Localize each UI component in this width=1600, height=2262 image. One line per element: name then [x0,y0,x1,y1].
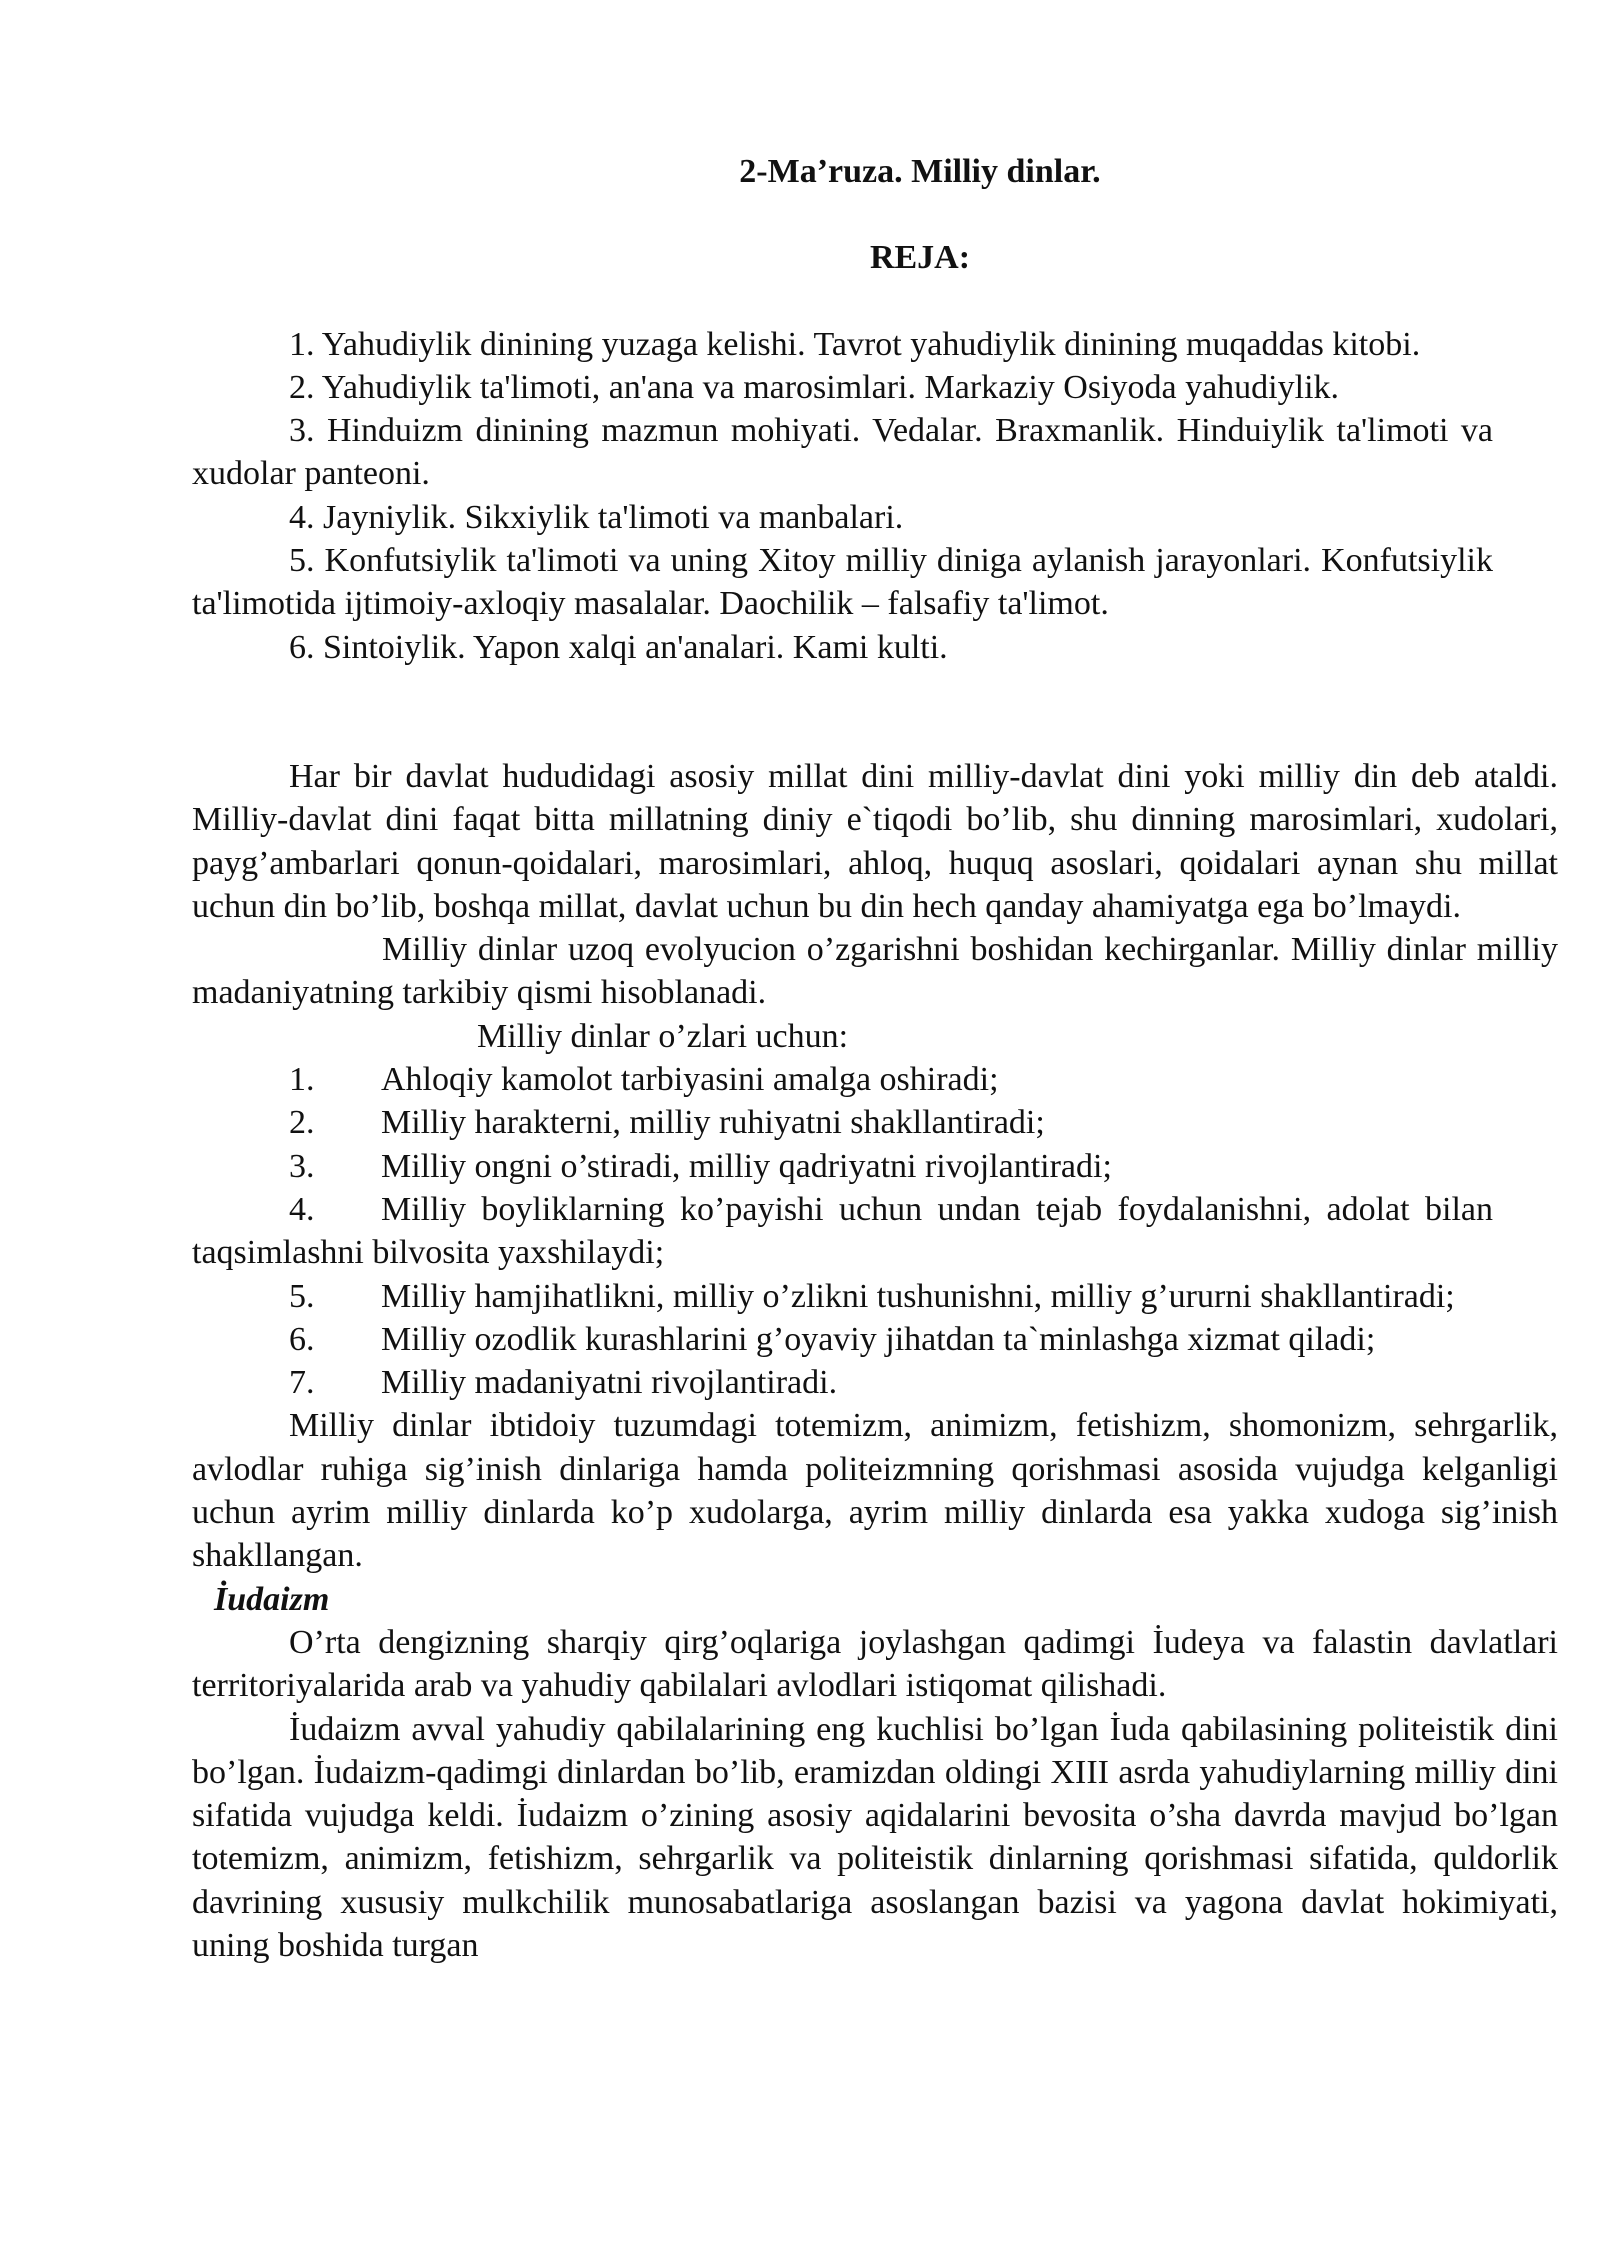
list-item-number: 4. [289,1190,315,1228]
list-item [192,1318,1493,1361]
list-item-text: Ahloqiy kamolot tarbiyasini amalga oshiradi; [381,1061,999,1099]
section-heading: İudaizm [214,1580,330,1618]
plan-item: 2. Yahudiylik ta'limoti, an'ana va marosimlari. Markaziy Osiyoda yahudiylik. [289,368,1340,406]
list-item [192,1101,1493,1144]
body-paragraph: Milliy dinlar ibtidoiy tuzumdagi totemizm, animizm, fetishizm, shomonizm, sehrgarlik, avlodlar ruhiga sig’inish dinlariga hamda politeizmning qorishmasi asosida vujudga kelganligi uchun ayrim milliy dinlarda ko’p xudolarga, ayrim milliy dinlarda esa yakka xudoga sig’inish shakllangan. [192,1407,1558,1575]
list-item-number: 5. [289,1277,315,1315]
list-item-number: 6. [289,1320,315,1358]
plan-item: 1. Yahudiylik dinining yuzaga kelishi. Tavrot yahudiylik dinining muqaddas kitobi. [289,325,1421,363]
list-item-number: 7. [289,1364,315,1402]
functions-list [192,1058,1493,1404]
list-item-text: Milliy boyliklarning ko’payishi uchun undan tejab foydalanishni, adolat bilan taqsimlashni bilvosita yaxshilaydi; [192,1190,1493,1272]
document-page [192,150,1558,1967]
list-item-text: Milliy ongni o’stiradi, milliy qadriyatni rivojlantiradi; [381,1147,1112,1185]
list-item [192,1275,1493,1318]
document-body [192,755,1558,1967]
list-item-text: Milliy madaniyatni rivojlantiradi. [381,1364,838,1402]
plan-item: 3. Hinduizm dinining mazmun mohiyati. Vedalar. Braxmanlik. Hinduiylik ta'limoti va xudolar panteoni. [192,412,1493,493]
list-item [192,1361,1493,1404]
plan-item: 4. Jayniylik. Sikxiylik ta'limoti va manbalari. [289,498,904,536]
list-item-text: Milliy ozodlik kurashlarini g’oyaviy jihatdan ta`minlashga xizmat qiladi; [381,1320,1376,1358]
list-item [192,1058,1493,1101]
lecture-title: 2-Ma’ruza. Milliy dinlar. [739,153,1101,190]
plan-list [192,323,1493,669]
list-item-text: Milliy hamjihatlikni, milliy o’zlikni tushunishni, milliy g’ururni shakllantiradi; [381,1277,1455,1315]
body-paragraph: O’rta dengizning sharqiy qirg’oqlariga joylashgan qadimgi İudeya va falastin davlatlari territoriyalarida arab va yahudiy qabilalari avlodlari istiqomat qilishadi. [192,1623,1558,1705]
functions-intro: Milliy dinlar o’zlari uchun: [477,1017,849,1055]
body-paragraph: İudaizm avval yahudiy qabilalarining eng kuchlisi bo’lgan İuda qabilasining politeistik dini bo’lgan. İudaizm-qadimgi dinlardan bo’lib, eramizdan oldingi XIII asrda yahudiylarning milliy dini sifatida vujudga keldi. İudaizm o’zining asosiy aqidalarini bevosita o’sha davrda mavjud bo’lgan totemizm, animizm, fetishizm, sehrgarlik va politeistik dinlarning qorishmasi sifatida, quldorlik davrining xususiy mulkchilik munosabatlariga asoslangan bazisi va yagona davlat hokimiyati, uning boshida turgan [192,1710,1558,1964]
body-paragraph: Har bir davlat hududidagi asosiy millat dini milliy-davlat dini yoki milliy din deb ataldi. Milliy-davlat dini faqat bitta millatning diniy e`tiqodi bo’lib, shu dinning marosimlari, xudolari, payg’ambarlari qonun-qoidalari, marosimlari, ahloq, huquq asoslari, qoidalari aynan shu millat uchun din bo’lib, boshqa millat, davlat uchun bu din hech qanday ahamiyatga ega bo’lmaydi. [192,757,1558,925]
body-paragraph: Milliy dinlar uzoq evolyucion o’zgarishni boshidan kechirganlar. Milliy dinlar milliy madaniyatning tarkibiy qismi hisoblanadi. [192,931,1558,1012]
list-item-number: 3. [289,1147,315,1185]
list-item-number: 2. [289,1104,315,1142]
list-item [192,1145,1493,1188]
plan-item: 5. Konfutsiylik ta'limoti va uning Xitoy milliy diniga aylanish jarayonlari. Konfutsiylik ta'limotida ijtimoiy-axloqiy masalalar. Daochilik – falsafiy ta'limot. [192,542,1493,623]
plan-item: 6. Sintoiylik. Yapon xalqi an'analari. Kami kulti. [289,628,948,666]
plan-heading: REJA: [869,239,971,277]
list-item-text: Milliy harakterni, milliy ruhiyatni shakllantiradi; [381,1104,1045,1142]
list-item [192,1188,1493,1275]
list-item-number: 1. [289,1061,315,1099]
